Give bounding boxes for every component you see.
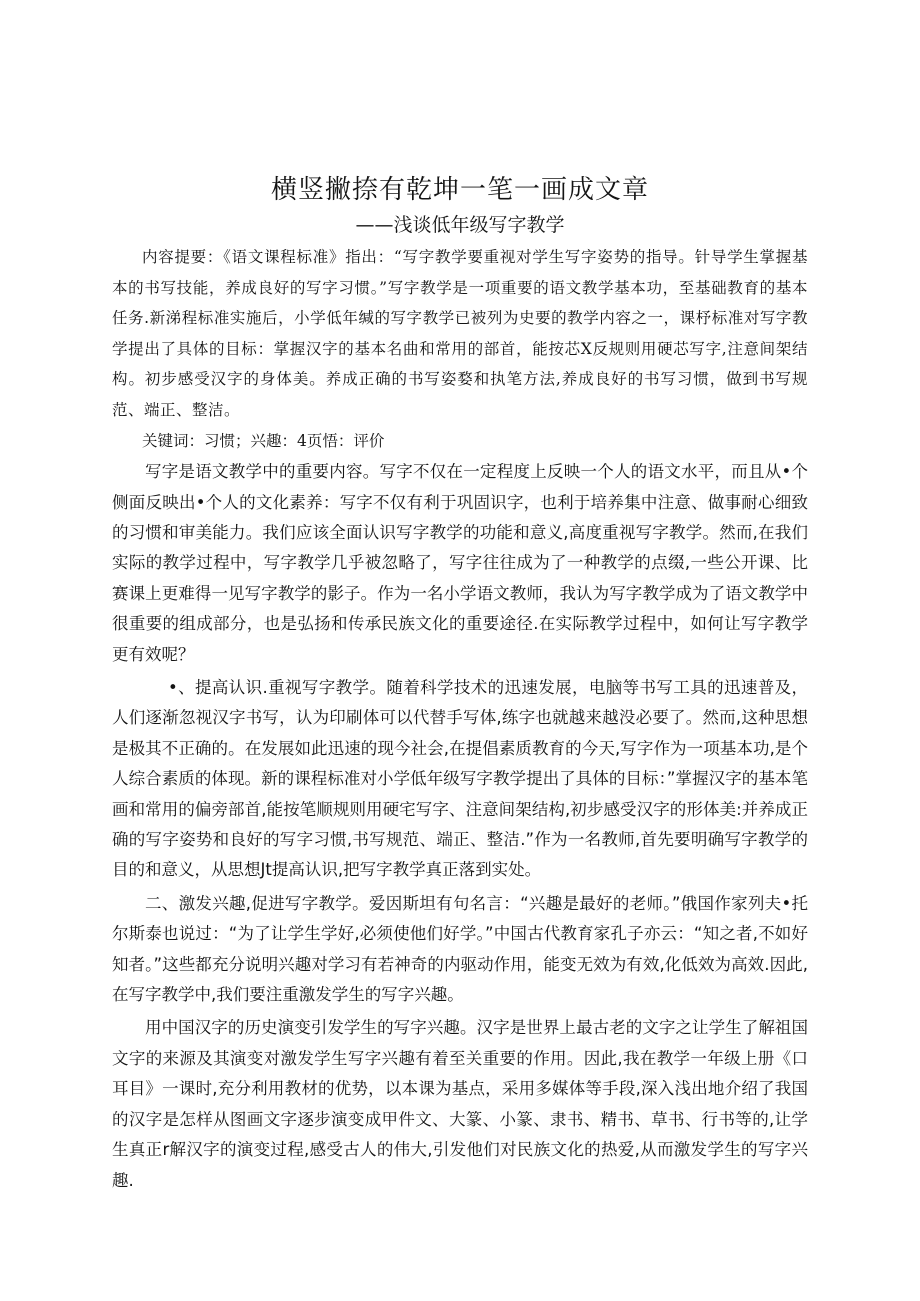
document-title: 横竖撇捺有乾坤一笔一画成文章 xyxy=(270,175,649,205)
abstract-paragraph: 内容提要：《语文课程标准》指出：“写字教学要重视对学生写字姿势的指导。针导学生掌握基本的书写技能，养成良好的写字习惯。”写字教学是一项重要的语文教学基本功，至基础教育的基本任务.新涕程标准实施后，小学低年缄的写字教学已被列为史要的教学内容之一，课杼标准对写字教学提出了具体的目标：掌握汉字的基本名曲和常用的部首，能按芯X反规则用硬芯写字,注意间架结构。初步感受汉字的身体美。养成正确的书写姿婺和执笔方法,养成良好的书写习惯，做到书写规范、端正、整洁。 xyxy=(112,248,808,419)
keywords-line: 关键词：习惯；兴趣：4页悟：评价 xyxy=(142,431,385,450)
document-subtitle: ——浅谈低年级写字教学 xyxy=(355,214,565,236)
body-paragraph-section-1: •、提高认识.重视写字教学。随着科学技术的迅速发展，电脑等书写工具的迅速普及，人们逐渐忽视汉字书写，认为印刷体可以代替手写体,练字也就越来越没必要了。然而,这种思想是极其不正确的。在发展如此迅速的现今社会,在提倡素质教育的今天,写字作为一项基本功,是个人综合素质的体现。新的课程标准对小学低年级写字教学提出了具体的目标：”掌握汉字的基本笔画和常用的偏旁部首,能按笔顺规则用硬宅写字、注意间架结构,初步感受汉字的形体美:并养成正确的写字姿势和良好的写字习惯,书写规范、端正、整洁.”作为一名教师,首先要明确写字教学的目的和意义，从思想Jt提高认识,把写字教学真正落到实处。 xyxy=(112,678,808,880)
body-paragraph-section-2: 二、激发兴趣,促进写字教学。爱因斯坦有句名言：“兴趣是最好的老师。”俄国作家列夫•托尔斯泰也说过：“为了让学生学好,必须使他们好学。”中国古代教育家孔子亦云：“知之者,不如好知者。”这些都充分说明兴趣对学习有若神奇的内驱动作用，能变无效为有效,化低效为高效.因此,在写字教学中,我们要注重激发学生的写字兴趣。 xyxy=(112,893,808,1005)
body-paragraph-history: 用中国汉字的历史演变引发学生的写字兴趣。汉字是世界上最古老的文字之让学生了解祖国文字的来源及其演变对激发学生写字兴趣有着至关重要的作用。因此,我在教学一年级上册《口耳目》一课时,充分利用教材的优势，以本课为基点，采用多媒体等手段,深入浅出地介绍了我国的汉字是怎样从图画文字逐步演变成甲件文、大篆、小篆、隶书、精书、草书、行书等的,让学生真正r解汉字的演变过程,感受古人的伟大,引发他们对民族文化的热爱,从而激发学生的写字兴趣. xyxy=(112,1018,808,1190)
body-paragraph-intro: 写字是语文教学中的重要内容。写字不仅在一定程度上反映一个人的语文水平，而且从•个侧面反映出•个人的文化素养：写字不仅有利于巩固识字，也利于培养集中注意、做事耐心细致的习惯和审美能力。我们应该全面认识写字教学的功能和意义,高度重视写字教学。然而,在我们实际的教学过程中，写字教学几乎被忽略了，写字往往成为了一种教学的点缀,一些公开课、比赛课上更难得一见写字教学的影子。作为一名小学语文教师，我认为写字教学成为了语文教学中很重要的组成部分，也是弘扬和传承民族文化的重要途径.在实际教学过程中，如何让写字教学更有效呢？ xyxy=(112,462,808,664)
document-body xyxy=(112,242,808,1196)
